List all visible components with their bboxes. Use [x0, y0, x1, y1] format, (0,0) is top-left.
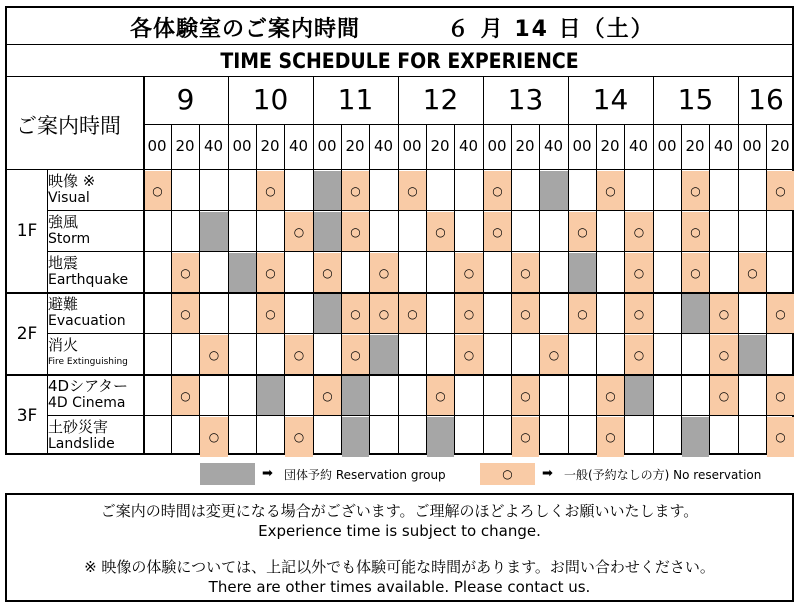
slot-open: ○: [484, 171, 511, 211]
slot-empty: [540, 253, 568, 293]
page-title: 各体験室のご案内時間: [130, 17, 361, 42]
grid-line: [228, 76, 229, 455]
slot-reserved: [682, 417, 709, 457]
row-label-en: Landslide: [48, 436, 115, 452]
slot-empty: [144, 376, 171, 416]
row-label-jp: 避難: [48, 295, 79, 313]
slot-open: ○: [597, 376, 624, 416]
slot-empty: [484, 335, 511, 375]
slot-open: ○: [257, 253, 284, 293]
slot-open: ○: [427, 376, 454, 416]
slot-empty: [597, 335, 624, 375]
slot-empty: [739, 294, 766, 334]
slot-empty: [597, 253, 624, 293]
slot-open: ○: [144, 171, 171, 211]
grid-line: [738, 76, 739, 455]
slot-empty: [314, 417, 341, 457]
minute-label: 40: [373, 137, 394, 155]
slot-open: ○: [200, 417, 228, 457]
slot-empty: [427, 294, 454, 334]
minute-label: 00: [742, 137, 762, 155]
slot-open: ○: [314, 253, 341, 293]
slot-empty: [370, 417, 398, 457]
slot-empty: [229, 335, 256, 375]
row-label-en: Storm: [48, 231, 91, 247]
legend-reservation-label: 団体予約 Reservation group: [284, 468, 446, 482]
slot-empty: [739, 417, 766, 457]
slot-empty: [229, 376, 256, 416]
legend-reservation-swatch: [200, 463, 255, 485]
slot-open: ○: [569, 212, 596, 252]
arrow-icon: ➡: [262, 466, 273, 481]
grid-line: [511, 124, 512, 455]
slot-open: ○: [512, 294, 539, 334]
slot-reserved: [200, 212, 228, 252]
minute-label: 20: [345, 137, 365, 155]
row-label-en: Fire Extinguishing: [48, 357, 128, 367]
row-label-jp: 4Dシアター: [48, 377, 129, 395]
slot-open: ○: [172, 253, 199, 293]
grid-line: [398, 76, 399, 455]
slot-empty: [455, 212, 483, 252]
slot-open: ○: [625, 335, 653, 375]
slot-empty: [654, 171, 681, 211]
slot-empty: [710, 253, 738, 293]
slot-empty: [229, 171, 256, 211]
minute-label: 00: [572, 137, 592, 155]
grid-line: [681, 124, 682, 455]
slot-empty: [569, 376, 596, 416]
slot-empty: [625, 171, 653, 211]
slot-open: ○: [540, 335, 568, 375]
slot-empty: [569, 417, 596, 457]
hour-label: 11: [337, 83, 374, 116]
slot-empty: [370, 376, 398, 416]
arrow-icon: ➡: [542, 466, 553, 481]
slot-empty: [654, 212, 681, 252]
slot-open: ○: [597, 171, 624, 211]
slot-open: ○: [342, 335, 369, 375]
slot-open: ○: [257, 294, 284, 334]
slot-open: ○: [682, 212, 709, 252]
slot-empty: [654, 376, 681, 416]
slot-empty: [710, 212, 738, 252]
slot-empty: [172, 212, 199, 252]
slot-open: ○: [710, 376, 738, 416]
slot-open: ○: [512, 417, 539, 457]
slot-empty: [597, 212, 624, 252]
slot-empty: [144, 253, 171, 293]
slot-reserved: [342, 417, 369, 457]
slot-open: ○: [399, 171, 426, 211]
minute-label: 00: [317, 137, 337, 155]
slot-open: ○: [569, 294, 596, 334]
row-label-jp: 強風: [48, 213, 79, 231]
slot-empty: [370, 212, 398, 252]
slot-reserved: [342, 376, 369, 416]
slot-empty: [172, 335, 199, 375]
grid-line: [766, 124, 767, 455]
grid-line: [5, 292, 794, 294]
slot-empty: [229, 294, 256, 334]
slot-empty: [597, 294, 624, 334]
row-label-jp: 映像 ※: [48, 172, 96, 190]
note-line-4: There are other times available. Please contact us.: [208, 578, 591, 596]
grid-line: [454, 124, 455, 455]
slot-empty: [257, 335, 284, 375]
slot-empty: [455, 417, 483, 457]
slot-empty: [512, 171, 539, 211]
slot-open: ○: [285, 212, 313, 252]
slot-empty: [569, 171, 596, 211]
grid-line: [284, 124, 285, 455]
note-line-1: ご案内の時間は変更になる場合がございます。ご理解のほどよろしくお願いいたします。: [100, 502, 699, 520]
slot-open: ○: [512, 376, 539, 416]
row-label: [48, 213, 143, 248]
grid-line: [47, 169, 48, 455]
minute-label: 20: [515, 137, 535, 155]
slot-open: ○: [342, 212, 369, 252]
slot-empty: [200, 171, 228, 211]
hour-label: 12: [422, 83, 459, 116]
slot-empty: [200, 376, 228, 416]
slot-empty: [682, 376, 709, 416]
minute-label: 40: [288, 137, 309, 155]
floor-label: 2F: [16, 324, 38, 344]
hour-label: 14: [592, 83, 629, 116]
row-label: [48, 295, 143, 330]
slot-open: ○: [200, 335, 228, 375]
slot-empty: [540, 376, 568, 416]
slot-empty: [739, 171, 766, 211]
title-row: [7, 8, 792, 45]
slot-empty: [540, 212, 568, 252]
slot-reserved: [625, 376, 653, 416]
slot-empty: [455, 171, 483, 211]
slot-empty: [654, 294, 681, 334]
slot-empty: [257, 212, 284, 252]
slot-empty: [229, 212, 256, 252]
row-label-jp: 土砂災害: [48, 418, 109, 436]
slot-empty: [314, 335, 341, 375]
slot-empty: [540, 294, 568, 334]
slot-empty: [710, 417, 738, 457]
grid-line: [5, 169, 794, 170]
row-label-en: Earthquake: [48, 272, 129, 288]
note-line-3: ※ 映像の体験については、上記以外でも体験可能な時間があります。お問い合わせください。: [84, 558, 715, 576]
slot-empty: [767, 253, 794, 293]
minute-label: 20: [260, 137, 280, 155]
grid-line: [596, 124, 597, 455]
slot-empty: [739, 212, 766, 252]
slot-empty: [484, 417, 511, 457]
row-label: [48, 336, 143, 371]
slot-empty: [427, 253, 454, 293]
slot-open: ○: [767, 417, 794, 457]
slot-open: ○: [767, 294, 794, 334]
slot-empty: [739, 376, 766, 416]
slot-open: ○: [370, 253, 398, 293]
slot-empty: [144, 212, 171, 252]
grid-line: [341, 124, 342, 455]
slot-empty: [172, 171, 199, 211]
slot-open: ○: [625, 212, 653, 252]
minute-label: 40: [713, 137, 734, 155]
hour-label: 16: [748, 83, 784, 116]
slot-open: ○: [512, 253, 539, 293]
grid-line: [199, 124, 200, 455]
slot-empty: [484, 376, 511, 416]
slot-empty: [144, 294, 171, 334]
minute-label: 00: [147, 137, 167, 155]
slot-empty: [399, 376, 426, 416]
slot-empty: [200, 294, 228, 334]
slot-empty: [200, 253, 228, 293]
slot-empty: [285, 376, 313, 416]
row-label-en: Visual: [48, 190, 90, 206]
slot-empty: [569, 335, 596, 375]
grid-line: [171, 124, 172, 455]
minute-label: 00: [232, 137, 252, 155]
slot-reserved: [569, 253, 596, 293]
slot-empty: [767, 212, 794, 252]
minute-label: 40: [543, 137, 564, 155]
divider: [5, 44, 794, 45]
slot-open: ○: [767, 171, 794, 211]
slot-empty: [370, 171, 398, 211]
slot-empty: [484, 253, 511, 293]
slot-empty: [257, 417, 284, 457]
minute-label: 20: [770, 137, 790, 155]
slot-reserved: [229, 253, 256, 293]
minute-label: 40: [628, 137, 649, 155]
slot-open: ○: [399, 294, 426, 334]
slot-open: ○: [257, 171, 284, 211]
slot-empty: [285, 171, 313, 211]
slot-empty: [399, 253, 426, 293]
row-label-jp: 地震: [48, 254, 79, 272]
row-label: [48, 254, 143, 289]
slot-empty: [512, 335, 539, 375]
slot-empty: [285, 294, 313, 334]
grid-line: [483, 76, 484, 455]
slot-open: ○: [767, 376, 794, 416]
slot-open: ○: [455, 253, 483, 293]
slot-empty: [144, 335, 171, 375]
slot-reserved: [257, 376, 284, 416]
slot-empty: [427, 171, 454, 211]
grid-line: [539, 124, 540, 455]
slot-open: ○: [710, 335, 738, 375]
hour-label: 10: [252, 83, 289, 116]
row-label: [48, 172, 143, 207]
slot-empty: [710, 171, 738, 211]
grid-line: [426, 124, 427, 455]
minute-label: 20: [175, 137, 195, 155]
minute-label: 40: [458, 137, 479, 155]
slot-open: ○: [484, 212, 511, 252]
slot-reserved: [427, 417, 454, 457]
grid-line: [5, 374, 794, 376]
subtitle: TIME SCHEDULE FOR EXPERIENCE: [220, 49, 579, 73]
divider: [5, 76, 794, 77]
slot-open: ○: [285, 417, 313, 457]
hour-label: 9: [176, 83, 195, 116]
slot-empty: [654, 335, 681, 375]
row-label-en: 4D Cinema: [48, 395, 126, 411]
slot-empty: [399, 335, 426, 375]
row-label: [48, 418, 143, 453]
slot-empty: [427, 335, 454, 375]
slot-reserved: [540, 171, 568, 211]
slot-open: ○: [455, 335, 483, 375]
note-line-2: Experience time is subject to change.: [258, 522, 541, 540]
slot-empty: [682, 335, 709, 375]
slot-empty: [285, 253, 313, 293]
minute-label: 00: [402, 137, 422, 155]
slot-open: ○: [427, 212, 454, 252]
minute-label: 00: [657, 137, 677, 155]
minute-label: 20: [685, 137, 705, 155]
slot-reserved: [314, 212, 341, 252]
slot-empty: [229, 417, 256, 457]
slot-open: ○: [342, 171, 369, 211]
slot-empty: [342, 253, 369, 293]
slot-open: ○: [625, 294, 653, 334]
minute-label: 20: [600, 137, 620, 155]
grid-line: [143, 76, 145, 455]
legend-general-swatch: ○: [480, 463, 535, 485]
corner-label: ご案内時間: [16, 114, 121, 138]
slot-empty: [484, 294, 511, 334]
slot-open: ○: [172, 376, 199, 416]
slot-open: ○: [455, 294, 483, 334]
date-label: ６ 月 14 日（土）: [447, 17, 655, 42]
grid-line: [313, 76, 314, 455]
slot-reserved: [314, 294, 341, 334]
slot-empty: [512, 212, 539, 252]
minute-label: 40: [203, 137, 224, 155]
grid-line: [568, 76, 569, 455]
floor-label: 3F: [16, 406, 38, 426]
hour-label: 15: [677, 83, 714, 116]
row-label: [48, 377, 143, 412]
slot-empty: [399, 212, 426, 252]
grid-line: [653, 76, 654, 455]
row-label-jp: 消火: [48, 336, 79, 354]
slot-open: ○: [625, 253, 653, 293]
grid-line: [369, 124, 370, 455]
slot-reserved: [682, 294, 709, 334]
slot-empty: [399, 417, 426, 457]
grid-line: [256, 124, 257, 455]
slot-open: ○: [710, 294, 738, 334]
slot-empty: [144, 417, 171, 457]
slot-open: ○: [342, 294, 369, 334]
grid-line: [143, 124, 794, 125]
slot-open: ○: [682, 171, 709, 211]
slot-empty: [767, 335, 794, 375]
minute-label: 20: [430, 137, 450, 155]
slot-empty: [654, 253, 681, 293]
slot-reserved: [314, 171, 341, 211]
slot-open: ○: [172, 294, 199, 334]
slot-open: ○: [597, 417, 624, 457]
slot-empty: [625, 417, 653, 457]
slot-open: ○: [682, 253, 709, 293]
slot-open: ○: [285, 335, 313, 375]
slot-reserved: [739, 335, 766, 375]
slot-open: ○: [370, 294, 398, 334]
slot-open: ○: [314, 376, 341, 416]
floor-label: 1F: [16, 221, 38, 241]
slot-empty: [654, 417, 681, 457]
slot-empty: [540, 417, 568, 457]
slot-empty: [455, 376, 483, 416]
slot-reserved: [370, 335, 398, 375]
slot-empty: [172, 417, 199, 457]
grid-line: [709, 124, 710, 455]
legend-general-label: 一般(予約なしの方) No reservation: [564, 468, 762, 482]
row-label-en: Evacuation: [48, 313, 126, 329]
minute-label: 00: [487, 137, 507, 155]
grid-line: [624, 124, 625, 455]
slot-open: ○: [739, 253, 766, 293]
hour-label: 13: [507, 83, 544, 116]
